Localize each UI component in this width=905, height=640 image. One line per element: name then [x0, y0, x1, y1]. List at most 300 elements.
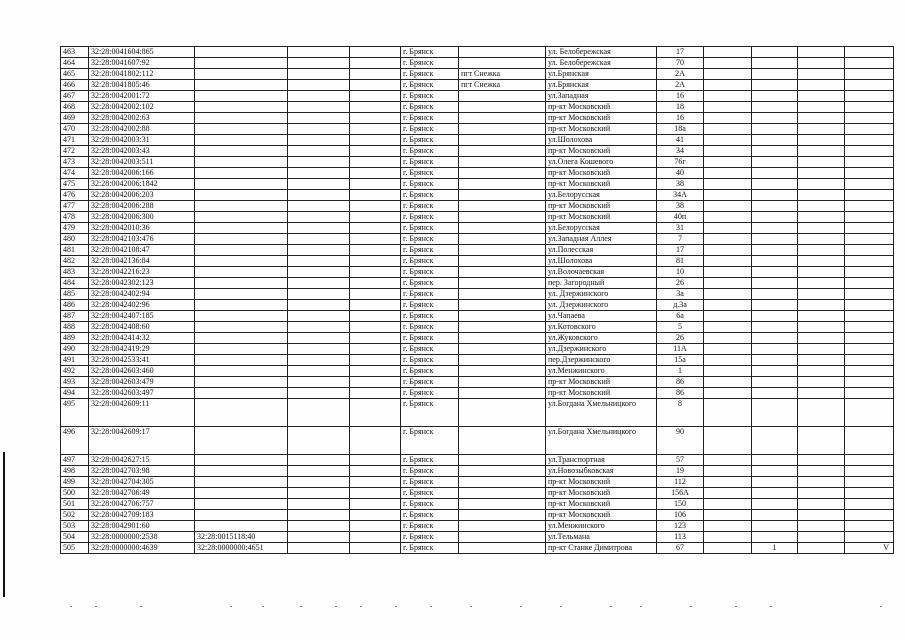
street: ул.Шолохова [546, 135, 657, 146]
flag-cell [752, 80, 798, 91]
house-number: д.3а [657, 300, 704, 311]
settlement [459, 355, 546, 366]
table-row [61, 388, 894, 399]
scan-noise-dot [262, 606, 264, 607]
settlement [459, 399, 546, 427]
row-number: 487 [61, 311, 89, 322]
city: г. Брянск [401, 234, 459, 245]
settlement [459, 388, 546, 399]
row-number: 473 [61, 157, 89, 168]
city: г. Брянск [401, 267, 459, 278]
settlement [459, 521, 546, 532]
empty-cell [704, 113, 752, 124]
mark-cell [845, 521, 894, 532]
empty-cell [798, 58, 845, 69]
house-number: 150 [657, 499, 704, 510]
linked-cadastral-number [195, 377, 288, 388]
row-number: 497 [61, 455, 89, 466]
city: г. Брянск [401, 399, 459, 427]
empty-cell [350, 366, 401, 377]
linked-cadastral-number [195, 366, 288, 377]
empty-cell [798, 102, 845, 113]
empty-cell [350, 499, 401, 510]
empty-cell [288, 399, 350, 427]
street: ул.Западная Аллея [546, 234, 657, 245]
empty-cell [288, 91, 350, 102]
house-number: 34А [657, 190, 704, 201]
table-row [61, 278, 894, 289]
house-number: 67 [657, 543, 704, 554]
scan-noise-dot [335, 606, 337, 607]
cadastral-number: 32:28:0042006:1842 [89, 179, 195, 190]
cadastral-number: 32:28:0042003:31 [89, 135, 195, 146]
row-number: 501 [61, 499, 89, 510]
flag-cell [752, 135, 798, 146]
settlement [459, 499, 546, 510]
empty-cell [350, 427, 401, 455]
row-number: 483 [61, 267, 89, 278]
flag-cell [752, 300, 798, 311]
street: ул.Тельмана [546, 532, 657, 543]
empty-cell [288, 300, 350, 311]
table-row [61, 124, 894, 135]
table-row [61, 399, 894, 427]
house-number: 156А [657, 488, 704, 499]
settlement [459, 91, 546, 102]
settlement [459, 146, 546, 157]
street: ул.Менжинского [546, 366, 657, 377]
linked-cadastral-number [195, 190, 288, 201]
settlement [459, 135, 546, 146]
mark-cell [845, 102, 894, 113]
mark-cell [845, 146, 894, 157]
mark-cell [845, 289, 894, 300]
empty-cell [350, 289, 401, 300]
empty-cell [288, 427, 350, 455]
cadastral-number: 32:28:0000000:4639 [89, 543, 195, 554]
house-number: 18а [657, 124, 704, 135]
street: ул.Новозыбковская [546, 466, 657, 477]
empty-cell [288, 532, 350, 543]
house-number: 16 [657, 91, 704, 102]
flag-cell [752, 399, 798, 427]
empty-cell [350, 455, 401, 466]
linked-cadastral-number [195, 267, 288, 278]
settlement [459, 223, 546, 234]
table-row [61, 344, 894, 355]
flag-cell [752, 58, 798, 69]
linked-cadastral-number [195, 488, 288, 499]
cadastral-number: 32:28:0042010:36 [89, 223, 195, 234]
empty-cell [350, 510, 401, 521]
linked-cadastral-number [195, 311, 288, 322]
scan-noise-strip [0, 606, 905, 614]
cadastral-number: 32:28:0042103:476 [89, 234, 195, 245]
table-row [61, 377, 894, 388]
street: ул.Котовского [546, 322, 657, 333]
flag-cell [752, 289, 798, 300]
mark-cell [845, 267, 894, 278]
cadastral-number: 32:28:0042408:60 [89, 322, 195, 333]
linked-cadastral-number [195, 427, 288, 455]
mark-cell [845, 322, 894, 333]
table-row [61, 91, 894, 102]
flag-cell [752, 333, 798, 344]
settlement [459, 344, 546, 355]
house-number: 112 [657, 477, 704, 488]
city: г. Брянск [401, 91, 459, 102]
house-number: 6а [657, 311, 704, 322]
empty-cell [350, 477, 401, 488]
house-number: 2А [657, 80, 704, 91]
table-row [61, 168, 894, 179]
row-number: 496 [61, 427, 89, 455]
empty-cell [288, 58, 350, 69]
mark-cell [845, 113, 894, 124]
empty-cell [704, 267, 752, 278]
empty-cell [798, 135, 845, 146]
scan-noise-dot [140, 606, 142, 607]
cadastral-number: 32:28:0042001:72 [89, 91, 195, 102]
mark-cell [845, 91, 894, 102]
cadastral-number: 32:28:0042108:47 [89, 245, 195, 256]
empty-cell [798, 289, 845, 300]
table-row [61, 366, 894, 377]
empty-cell [350, 355, 401, 366]
house-number: 76г [657, 157, 704, 168]
mark-cell [845, 427, 894, 455]
flag-cell [752, 124, 798, 135]
settlement [459, 377, 546, 388]
cadastral-number: 32:28:0042402:96 [89, 300, 195, 311]
table-row [61, 300, 894, 311]
mark-cell [845, 499, 894, 510]
empty-cell [288, 146, 350, 157]
city: г. Брянск [401, 256, 459, 267]
city: г. Брянск [401, 377, 459, 388]
city: г. Брянск [401, 455, 459, 466]
empty-cell [798, 455, 845, 466]
scan-noise-dot [230, 606, 232, 607]
empty-cell [350, 113, 401, 124]
scan-noise-dot [735, 606, 737, 607]
house-number: 1 [657, 366, 704, 377]
row-number: 469 [61, 113, 89, 124]
empty-cell [704, 69, 752, 80]
flag-cell [752, 223, 798, 234]
cadastral-number: 32:28:0042006:203 [89, 190, 195, 201]
cadastral-number: 32:28:0042419:29 [89, 344, 195, 355]
empty-cell [798, 278, 845, 289]
street: пр-кт Московский [546, 212, 657, 223]
cadastral-number: 32:28:0042603:460 [89, 366, 195, 377]
empty-cell [704, 333, 752, 344]
table-row [61, 179, 894, 190]
cadastral-number: 32:28:0042603:479 [89, 377, 195, 388]
mark-cell [845, 58, 894, 69]
house-number: 26 [657, 278, 704, 289]
cadastral-number: 32:28:0042703:98 [89, 466, 195, 477]
settlement [459, 201, 546, 212]
table-row [61, 234, 894, 245]
house-number: 113 [657, 532, 704, 543]
cadastral-number: 32:28:0042533:41 [89, 355, 195, 366]
empty-cell [350, 157, 401, 168]
row-number: 474 [61, 168, 89, 179]
row-number: 482 [61, 256, 89, 267]
row-number: 463 [61, 47, 89, 58]
city: г. Брянск [401, 388, 459, 399]
empty-cell [798, 399, 845, 427]
flag-cell [752, 245, 798, 256]
street: ул.Белорусская [546, 223, 657, 234]
street: пр-кт Московский [546, 201, 657, 212]
city: г. Брянск [401, 366, 459, 377]
linked-cadastral-number [195, 201, 288, 212]
row-number: 488 [61, 322, 89, 333]
empty-cell [350, 168, 401, 179]
flag-cell [752, 355, 798, 366]
scan-noise-dot [880, 606, 882, 607]
house-number: 2А [657, 69, 704, 80]
empty-cell [288, 168, 350, 179]
row-number: 492 [61, 366, 89, 377]
flag-cell [752, 267, 798, 278]
empty-cell [704, 223, 752, 234]
city: г. Брянск [401, 146, 459, 157]
flag-cell [752, 488, 798, 499]
cadastral-number: 32:28:0042006:288 [89, 201, 195, 212]
linked-cadastral-number [195, 344, 288, 355]
settlement [459, 510, 546, 521]
city: г. Брянск [401, 466, 459, 477]
house-number: 17 [657, 47, 704, 58]
table-row [61, 212, 894, 223]
flag-cell [752, 427, 798, 455]
empty-cell [288, 455, 350, 466]
city: г. Брянск [401, 311, 459, 322]
empty-cell [288, 223, 350, 234]
street: пр-кт Станке Димитрова [546, 543, 657, 554]
linked-cadastral-number [195, 234, 288, 245]
empty-cell [288, 366, 350, 377]
empty-cell [798, 377, 845, 388]
empty-cell [350, 69, 401, 80]
flag-cell [752, 190, 798, 201]
cadastral-number: 32:28:0042003:511 [89, 157, 195, 168]
empty-cell [798, 212, 845, 223]
street: ул.Жуковского [546, 333, 657, 344]
city: г. Брянск [401, 543, 459, 554]
cadastral-number: 32:28:0042402:94 [89, 289, 195, 300]
linked-cadastral-number [195, 521, 288, 532]
empty-cell [704, 455, 752, 466]
row-number: 485 [61, 289, 89, 300]
flag-cell [752, 102, 798, 113]
mark-cell [845, 510, 894, 521]
house-number: 19 [657, 466, 704, 477]
table-row [61, 355, 894, 366]
empty-cell [350, 102, 401, 113]
table-row [61, 477, 894, 488]
scan-noise-dot [520, 606, 522, 607]
empty-cell [798, 267, 845, 278]
empty-cell [288, 80, 350, 91]
settlement [459, 124, 546, 135]
table-row [61, 488, 894, 499]
empty-cell [704, 322, 752, 333]
city: г. Брянск [401, 344, 459, 355]
table-row [61, 455, 894, 466]
settlement [459, 311, 546, 322]
settlement [459, 256, 546, 267]
table-row [61, 69, 894, 80]
street: ул.Богдана Хмельницкого [546, 427, 657, 455]
empty-cell [704, 146, 752, 157]
row-number: 490 [61, 344, 89, 355]
city: г. Брянск [401, 201, 459, 212]
city: г. Брянск [401, 278, 459, 289]
mark-cell [845, 223, 894, 234]
empty-cell [798, 388, 845, 399]
table-row [61, 267, 894, 278]
empty-cell [350, 212, 401, 223]
empty-cell [704, 179, 752, 190]
mark-cell [845, 212, 894, 223]
table-row [61, 532, 894, 543]
street: ул.Менжинского [546, 521, 657, 532]
cadastral-number: 32:28:0042407:185 [89, 311, 195, 322]
table-row [61, 80, 894, 91]
linked-cadastral-number [195, 223, 288, 234]
empty-cell [798, 427, 845, 455]
table-row [61, 113, 894, 124]
city: г. Брянск [401, 289, 459, 300]
row-number: 478 [61, 212, 89, 223]
street: ул.Транспортная [546, 455, 657, 466]
street: ул. Дзержинского [546, 289, 657, 300]
settlement [459, 466, 546, 477]
empty-cell [350, 190, 401, 201]
linked-cadastral-number [195, 91, 288, 102]
empty-cell [350, 80, 401, 91]
linked-cadastral-number [195, 168, 288, 179]
empty-cell [798, 91, 845, 102]
linked-cadastral-number [195, 322, 288, 333]
empty-cell [288, 113, 350, 124]
mark-cell [845, 477, 894, 488]
empty-cell [798, 168, 845, 179]
empty-cell [288, 477, 350, 488]
row-number: 499 [61, 477, 89, 488]
empty-cell [288, 234, 350, 245]
city: г. Брянск [401, 532, 459, 543]
street: пр-кт Московский [546, 510, 657, 521]
empty-cell [704, 466, 752, 477]
empty-cell [288, 344, 350, 355]
street: ул.Брянская [546, 69, 657, 80]
linked-cadastral-number [195, 499, 288, 510]
house-number: 70 [657, 58, 704, 69]
cadastral-number: 32:28:0041607:92 [89, 58, 195, 69]
mark-cell: V [845, 543, 894, 554]
settlement [459, 366, 546, 377]
mark-cell [845, 47, 894, 58]
row-number: 475 [61, 179, 89, 190]
empty-cell [288, 124, 350, 135]
flag-cell [752, 168, 798, 179]
mark-cell [845, 69, 894, 80]
flag-cell [752, 344, 798, 355]
empty-cell [288, 69, 350, 80]
empty-cell [350, 146, 401, 157]
linked-cadastral-number [195, 102, 288, 113]
empty-cell [288, 377, 350, 388]
empty-cell [350, 267, 401, 278]
scan-noise-dot [70, 606, 72, 607]
table-row [61, 256, 894, 267]
house-number: 86 [657, 377, 704, 388]
street: пр-кт Московский [546, 179, 657, 190]
empty-cell [704, 499, 752, 510]
row-number: 498 [61, 466, 89, 477]
linked-cadastral-number [195, 80, 288, 91]
empty-cell [288, 267, 350, 278]
flag-cell [752, 256, 798, 267]
city: г. Брянск [401, 477, 459, 488]
flag-cell [752, 322, 798, 333]
scan-noise-dot [690, 606, 692, 607]
table-row [61, 289, 894, 300]
table-row [61, 311, 894, 322]
settlement [459, 333, 546, 344]
settlement [459, 179, 546, 190]
table-row [61, 543, 894, 554]
empty-cell [798, 190, 845, 201]
flag-cell [752, 499, 798, 510]
empty-cell [704, 234, 752, 245]
empty-cell [798, 300, 845, 311]
table-body [61, 47, 894, 554]
empty-cell [798, 311, 845, 322]
table-row [61, 102, 894, 113]
street: ул.Полесская [546, 245, 657, 256]
linked-cadastral-number [195, 69, 288, 80]
house-number: 8 [657, 399, 704, 427]
settlement [459, 477, 546, 488]
table-row [61, 333, 894, 344]
settlement [459, 488, 546, 499]
table-row [61, 201, 894, 212]
mark-cell [845, 366, 894, 377]
table-row [61, 47, 894, 58]
house-number: 11А [657, 344, 704, 355]
row-number: 484 [61, 278, 89, 289]
house-number: 18 [657, 102, 704, 113]
house-number: 15а [657, 355, 704, 366]
table-row [61, 223, 894, 234]
settlement [459, 245, 546, 256]
cadastral-number: 32:28:0041802:112 [89, 69, 195, 80]
street: пр-кт Московский [546, 499, 657, 510]
cadastral-number: 32:28:0041604:865 [89, 47, 195, 58]
linked-cadastral-number [195, 333, 288, 344]
empty-cell [798, 146, 845, 157]
street: ул.Шолохова [546, 256, 657, 267]
empty-cell [704, 477, 752, 488]
empty-cell [798, 366, 845, 377]
settlement [459, 212, 546, 223]
